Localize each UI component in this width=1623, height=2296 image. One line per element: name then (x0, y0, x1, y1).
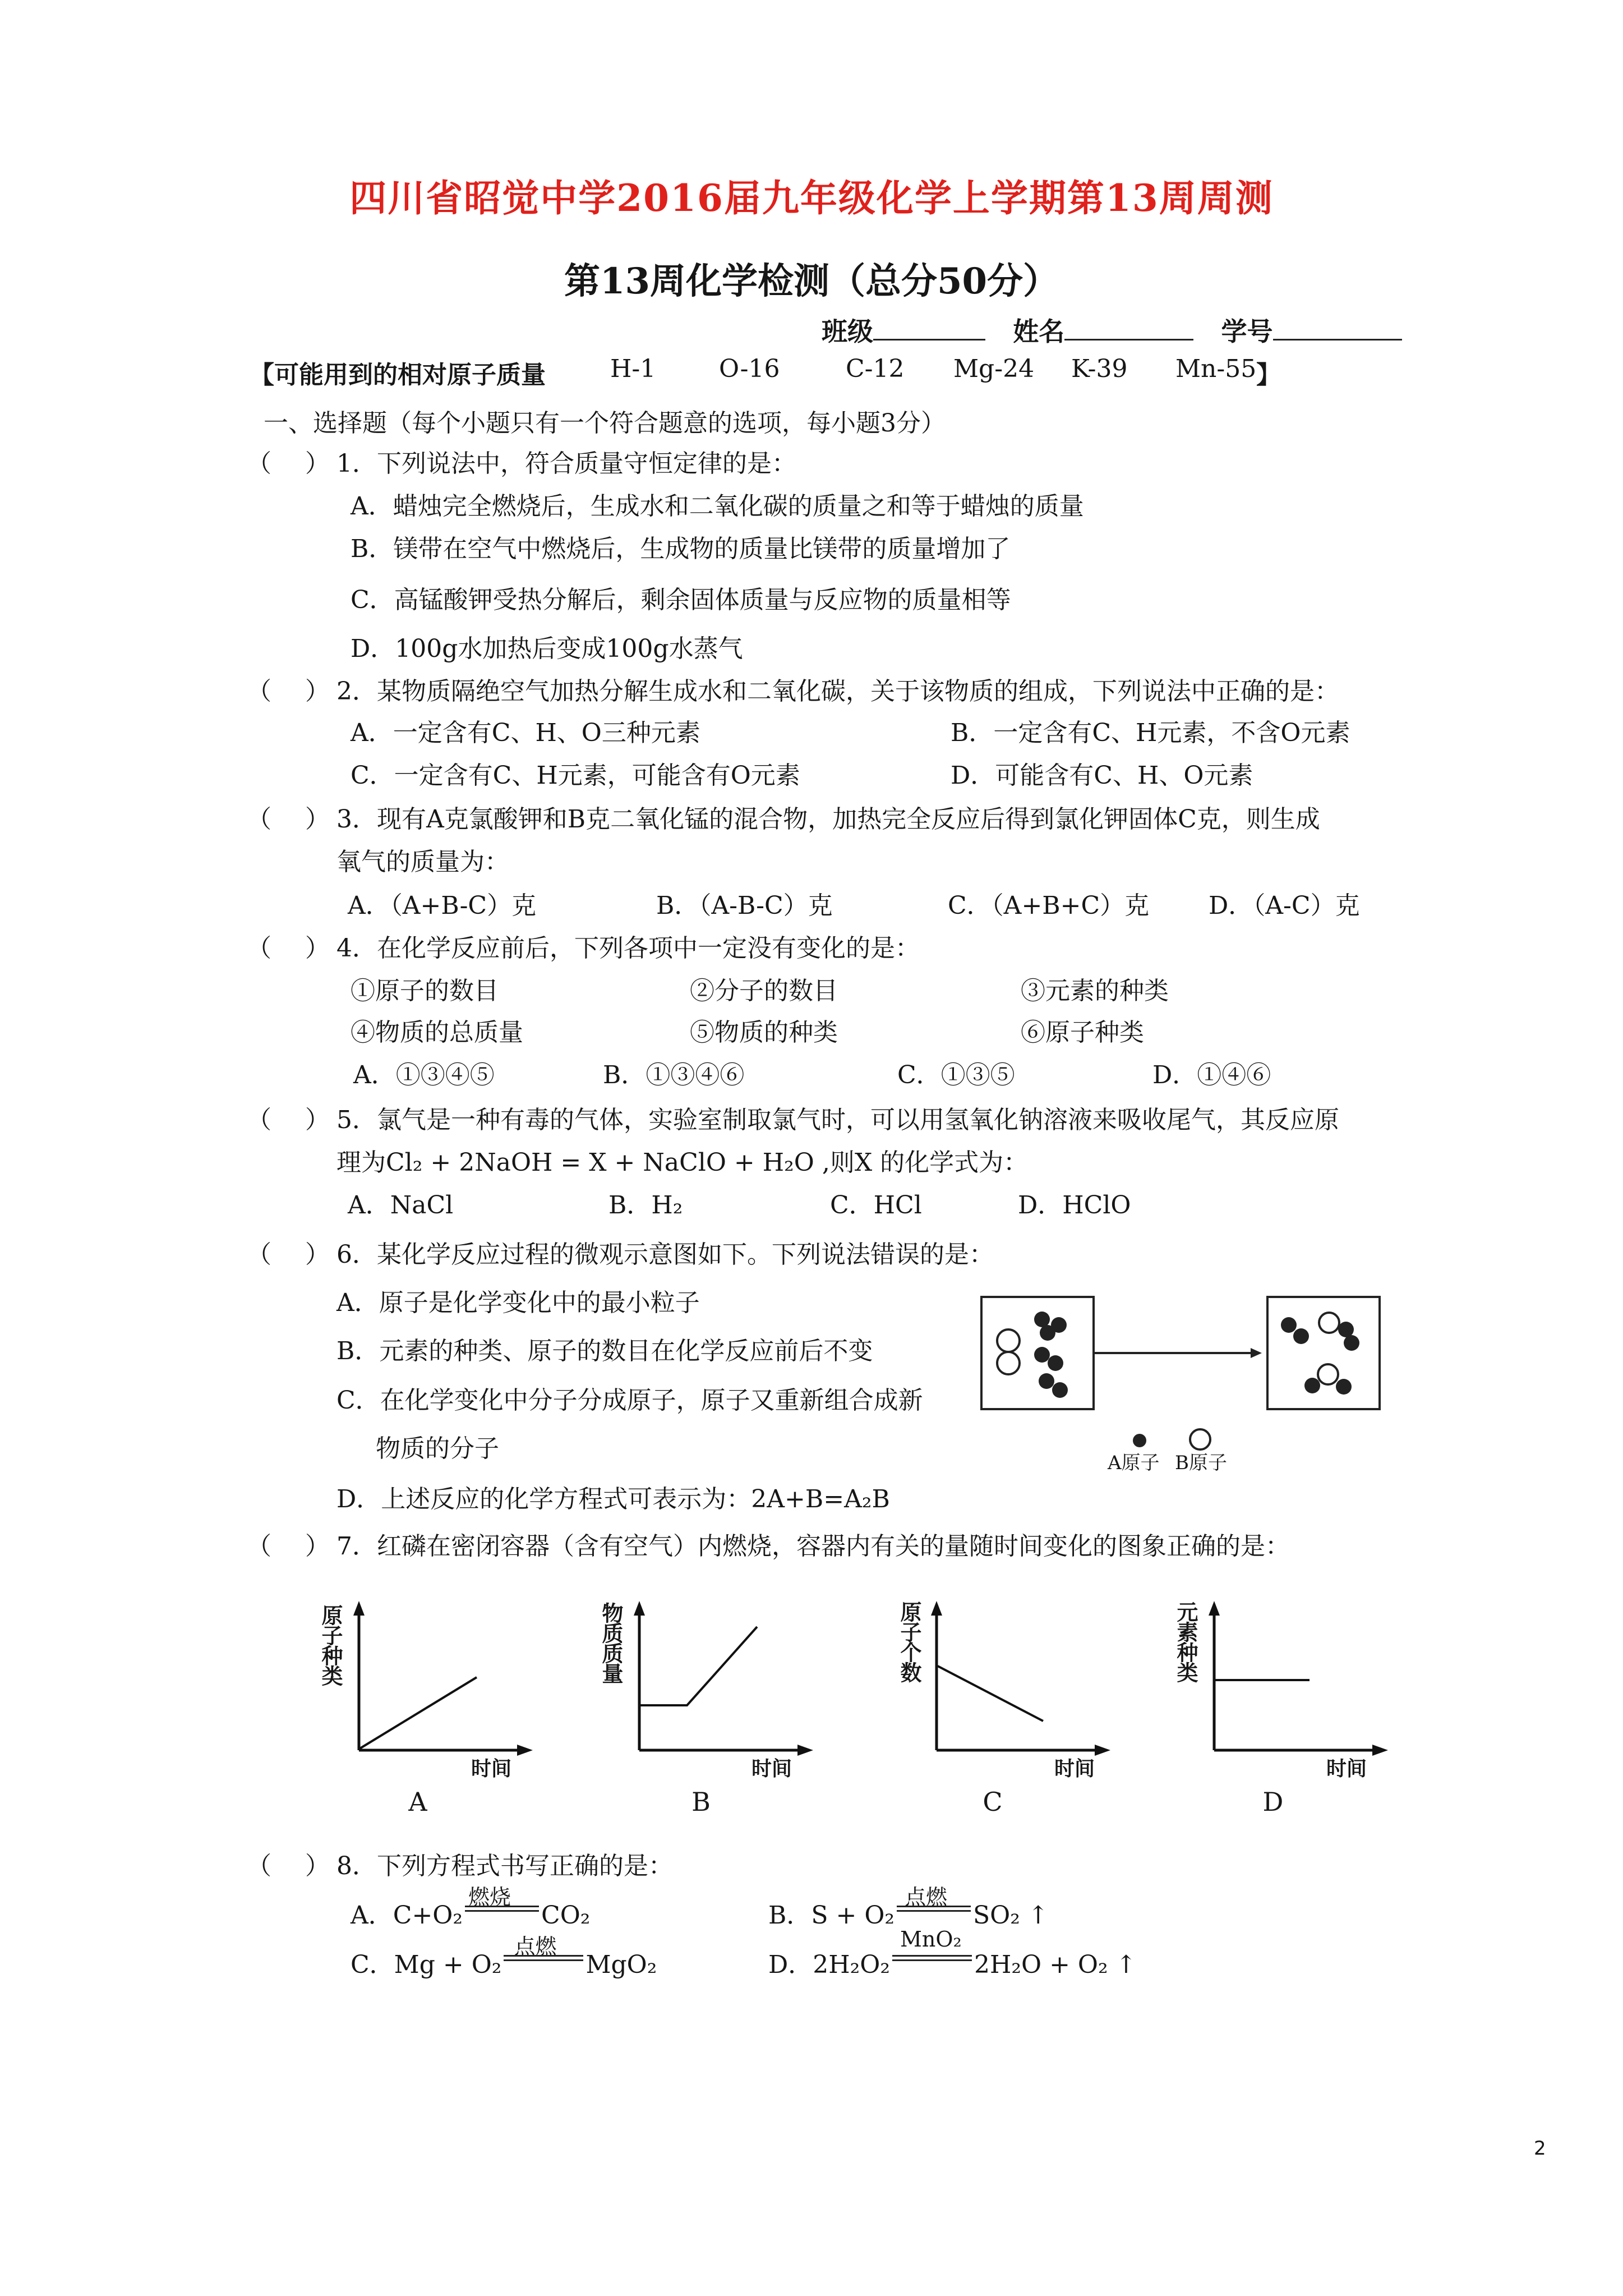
b-atom (997, 1329, 1020, 1352)
q4-item-2: ②分子的数目 (690, 977, 838, 1005)
a-atom (1304, 1378, 1320, 1393)
q1-stem: 1．下列说法中，符合质量守恒定律的是： (336, 449, 796, 478)
chart-d-axes (1169, 1593, 1405, 1773)
q1-option-c: C．高锰酸钾受热分解后，剩余固体质量与反应物的质量相等 (351, 586, 1011, 614)
q4-stem: 4．在化学反应前后，下列各项中一定没有变化的是： (336, 934, 920, 963)
q4-item-4: ④物质的总质量 (351, 1018, 523, 1047)
atomic-mass-suffix: 】 (1256, 361, 1281, 389)
q4-item-6: ⑥原子种类 (1021, 1018, 1144, 1047)
q2-option-c: C．一定含有C、H元素，可能含有O元素 (351, 761, 800, 790)
chart-a-axes (314, 1593, 550, 1773)
chart-c-ylabel: 原子个数 (897, 1601, 922, 1682)
chart-c-line (938, 1666, 1043, 1721)
chart-b-ylabel: 物质质量 (598, 1602, 624, 1683)
q4-item-5: ⑤物质的种类 (690, 1018, 838, 1047)
chart-c-letter: C (983, 1787, 1003, 1817)
q3-option-b: B．（A-B-C）克 (656, 891, 833, 920)
q6-option-c-line2: 物质的分子 (376, 1434, 499, 1463)
student-info-line (822, 311, 1402, 348)
q3-stem-line1: 3．现有A克氯酸钾和B克二氧化锰的混合物，加热完全反应后得到氯化钾固体C克，则生成 (336, 805, 1320, 834)
chart-a-ylabel: 原子种类 (318, 1604, 343, 1685)
q1-option-a: A．蜡烛完全燃烧后，生成水和二氧化碳的质量之和等于蜡烛的质量 (351, 492, 1084, 521)
chart-b-axes (594, 1593, 830, 1773)
legend-a-atom (1133, 1434, 1146, 1447)
a-atom (1048, 1355, 1063, 1371)
q8-stem: 8．下列方程式书写正确的是： (336, 1852, 673, 1880)
q5-option-a: A．NaCl (348, 1191, 454, 1220)
q6-option-d: D．上述反应的化学方程式可表示为：2A+B=A₂B (336, 1485, 890, 1513)
q6-option-c-line1: C．在化学变化中分子分成原子，原子又重新组合成新 (336, 1386, 923, 1415)
chart-c-xlabel: 时间 (1054, 1757, 1095, 1780)
q1-option-b: B．镁带在空气中燃烧后，生成物的质量比镁带的质量增加了 (351, 535, 1011, 563)
atomic-mass-h: H-1 (610, 355, 656, 383)
answer-paren-4: （ ） (247, 934, 330, 963)
chart-d-letter: D (1262, 1787, 1284, 1817)
legend-b-label: B原子 (1175, 1452, 1227, 1474)
q8-option-b: B．S + O₂ 点燃 SO₂ ↑ (768, 1885, 1049, 1930)
atomic-mass-c: C-12 (846, 355, 905, 383)
q4-option-c: C．①③⑤ (897, 1061, 1015, 1089)
q8-option-a: A．C+O₂ 燃烧 CO₂ (351, 1885, 591, 1930)
q2-stem: 2．某物质隔绝空气加热分解生成水和二氧化碳，关于该物质的组成，下列说法中正确的是： (336, 677, 1339, 706)
name-label: 姓名 (1013, 316, 1065, 347)
chart-d-xlabel: 时间 (1326, 1757, 1367, 1780)
class-label: 班级 (822, 316, 873, 347)
q3-option-c: C．（A+B+C）克 (948, 891, 1150, 920)
a-atom (1052, 1382, 1068, 1398)
answer-paren-7: （ ） (247, 1532, 330, 1561)
chart-b-xlabel: 时间 (751, 1757, 792, 1780)
q4-item-3: ③元素的种类 (1021, 977, 1169, 1005)
class-blank (873, 333, 985, 341)
q4-option-b: B．①③④⑥ (603, 1061, 745, 1089)
a-atom (1293, 1328, 1309, 1344)
test-subtitle: 第13周化学检测（总分50分） (564, 260, 1059, 302)
legend-a-label: A原子 (1108, 1452, 1160, 1474)
chart-a-xlabel: 时间 (471, 1757, 512, 1780)
q4-item-1: ①原子的数目 (351, 977, 499, 1005)
b-atom (997, 1352, 1020, 1374)
a-atom (1051, 1317, 1067, 1333)
q2-option-d: D．可能含有C、H、O元素 (951, 761, 1253, 790)
answer-paren-6: （ ） (247, 1240, 330, 1269)
q5-stem-line2: 理为Cl₂ + 2NaOH = X + NaClO + H₂O ,则X 的化学式为： (336, 1148, 1029, 1177)
q1-option-d: D．100g水加热后变成100g水蒸气 (351, 634, 743, 663)
a-atom (1338, 1322, 1354, 1337)
atomic-mass-mg: Mg-24 (953, 355, 1035, 383)
a-atom (1034, 1347, 1050, 1363)
q6-option-a: A．原子是化学变化中的最小粒子 (336, 1289, 700, 1317)
chart-a-letter: A (408, 1787, 427, 1817)
page-number: 2 (1534, 2137, 1546, 2160)
q3-option-d: D．（A-C）克 (1209, 891, 1360, 920)
answer-paren-1: （ ） (247, 449, 330, 478)
q5-option-b: B．H₂ (608, 1191, 683, 1220)
q6-option-b: B．元素的种类、原子的数目在化学反应前后不变 (336, 1337, 873, 1365)
q5-option-d: D．HClO (1018, 1191, 1131, 1220)
q7-stem: 7．红磷在密闭容器（含有空气）内燃烧，容器内有关的量随时间变化的图象正确的是： (336, 1532, 1290, 1561)
q3-stem-line2: 氧气的质量为： (336, 848, 509, 876)
chart-c-axes (892, 1593, 1127, 1773)
q6-stem: 6．某化学反应过程的微观示意图如下。下列说法错误的是： (336, 1240, 994, 1269)
q5-stem-line1: 5．氯气是一种有毒的气体，实验室制取氯气时，可以用氢氧化钠溶液来吸收尾气，其反应原 (336, 1106, 1339, 1134)
q4-option-a: A．①③④⑤ (353, 1061, 495, 1089)
chart-b-letter: B (691, 1787, 711, 1817)
document-title: 四川省昭觉中学2016届九年级化学上学期第13周周测 (349, 176, 1274, 220)
q2-option-b: B．一定含有C、H元素，不含O元素 (951, 719, 1350, 747)
q3-option-a: A．（A+B-C）克 (348, 891, 537, 920)
a-atom (1034, 1312, 1050, 1327)
q8-option-c: C．Mg + O₂ 点燃 MgO₂ (351, 1934, 657, 1979)
atomic-mass-o: O-16 (719, 355, 780, 383)
a-atom (1281, 1317, 1297, 1333)
b-atom (1319, 1313, 1339, 1333)
q8-option-d: D．2H₂O₂ MnO₂ 2H₂O + O₂ ↑ (768, 1927, 1137, 1979)
a-atom (1039, 1373, 1054, 1389)
q5-option-c: C．HCl (830, 1191, 922, 1220)
a-atom (1336, 1379, 1352, 1395)
answer-paren-8: （ ） (247, 1852, 330, 1880)
atomic-mass-k: K-39 (1071, 355, 1128, 383)
atomic-mass-mn: Mn-55 (1175, 355, 1257, 383)
section1-header: 一、选择题（每个小题只有一个符合题意的选项，每小题3分） (264, 409, 946, 438)
q4-option-d: D．①④⑥ (1152, 1061, 1271, 1089)
arrow-head (1251, 1348, 1262, 1358)
chart-b-line (640, 1627, 757, 1705)
q2-option-a: A．一定含有C、H、O三种元素 (351, 719, 700, 747)
chart-d-ylabel: 元素种类 (1173, 1601, 1198, 1682)
atomic-mass-prefix: 【可能用到的相对原子质量 (250, 361, 546, 389)
name-blank (1064, 333, 1193, 341)
legend-b-atom (1190, 1429, 1210, 1450)
answer-paren-3: （ ） (247, 805, 330, 834)
id-label: 学号 (1221, 316, 1273, 347)
answer-paren-5: （ ） (247, 1106, 330, 1134)
answer-paren-2: （ ） (247, 677, 330, 706)
b-atom (1318, 1364, 1338, 1384)
a-atom (1344, 1335, 1359, 1351)
chart-a-line (359, 1677, 477, 1749)
id-blank (1273, 333, 1402, 341)
